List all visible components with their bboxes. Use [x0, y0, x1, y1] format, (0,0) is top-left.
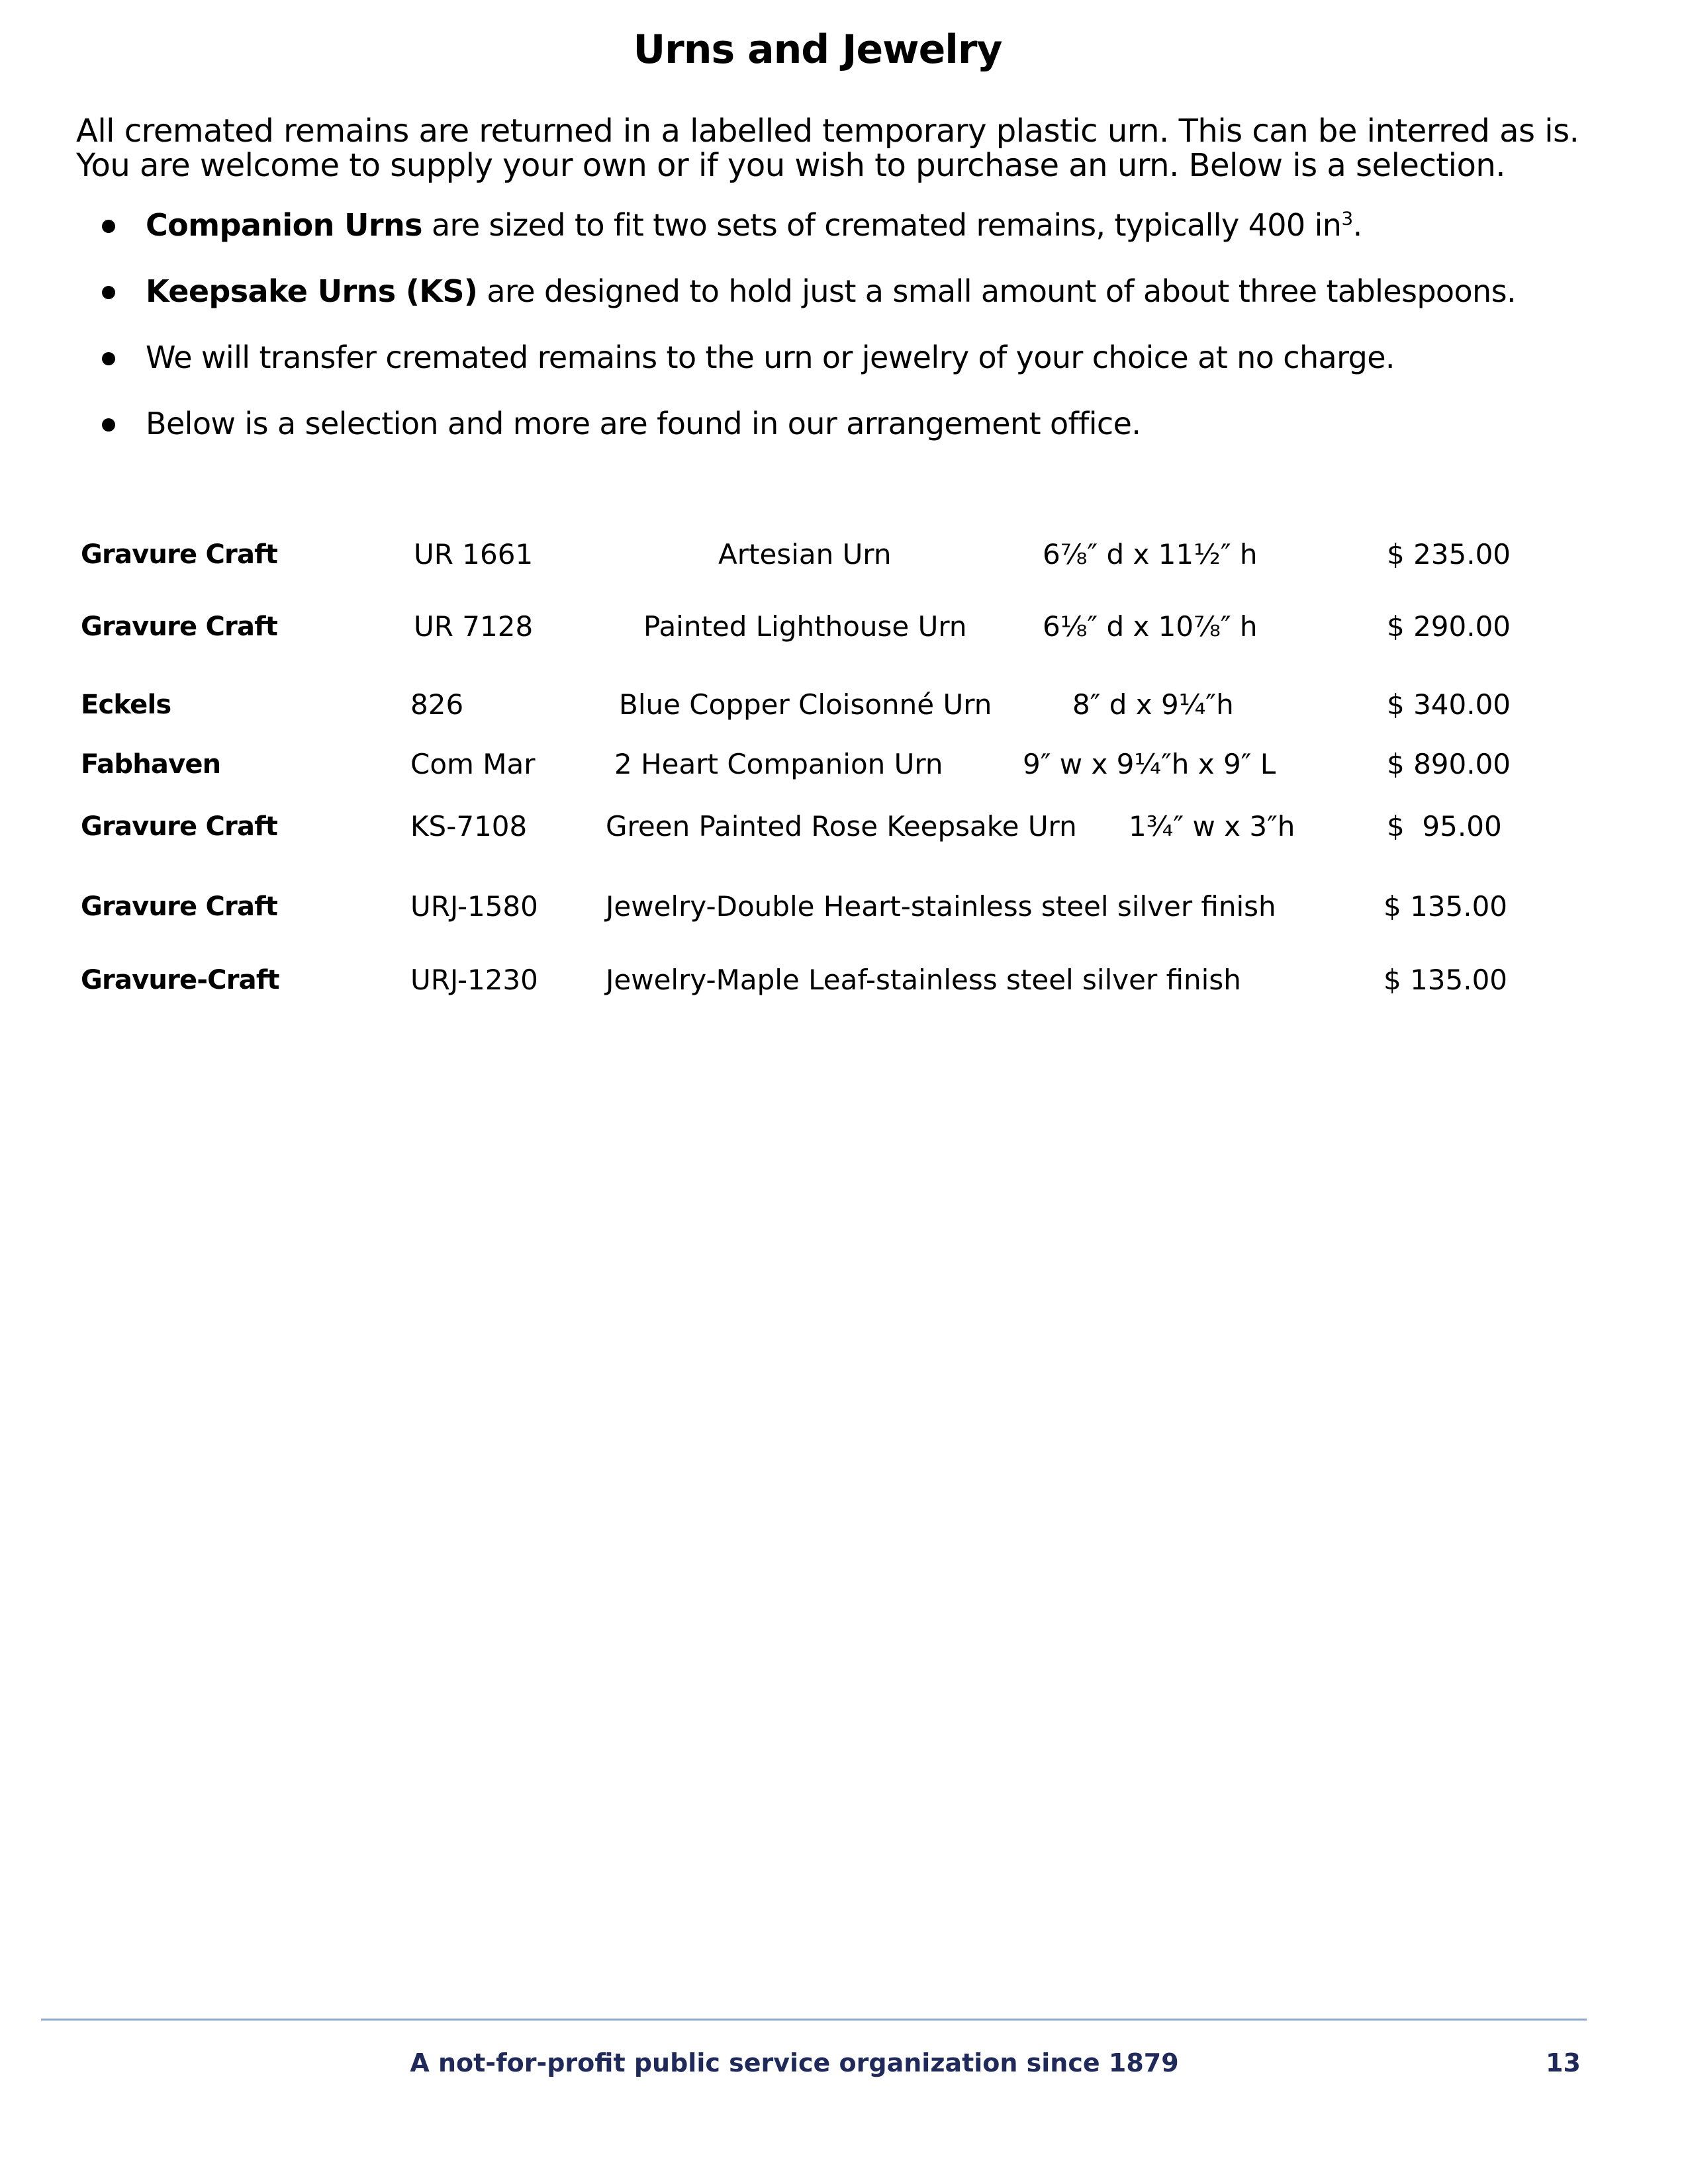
product-size: 9″ w x 9¼″h x 9″ L: [1023, 748, 1276, 780]
product-vendor: Fabhaven: [81, 749, 221, 780]
bullet-text: We will transfer cremated remains to the urn or jewelry of your choice at no charge.: [146, 340, 1395, 375]
product-size: 6⅞″ d x 11½″ h: [1043, 538, 1258, 570]
product-vendor: Eckels: [81, 690, 171, 720]
product-vendor: Gravure Craft: [81, 612, 278, 642]
bullet-bold-label: Keepsake Urns (KS): [146, 273, 478, 309]
product-price: $ 135.00: [1383, 964, 1508, 996]
bullet-bold-label: Companion Urns: [146, 207, 422, 243]
bullet-transfer: [93, 324, 1615, 390]
product-price: $ 135.00: [1383, 890, 1508, 923]
product-price: $ 290.00: [1387, 610, 1511, 643]
footer-tagline: A not-for-profit public service organization since 1879: [410, 2048, 1179, 2077]
bullet-superscript: 3: [1341, 207, 1353, 230]
info-bullet-list: [93, 192, 1615, 457]
product-row: [0, 803, 1688, 850]
product-price: $ 340.00: [1387, 688, 1511, 721]
product-description: Artesian Urn: [718, 538, 892, 570]
product-code: Com Mar: [410, 748, 536, 780]
product-code: UR 1661: [414, 538, 534, 570]
page-title: Urns and Jewelry: [633, 26, 1002, 73]
page-number: 13: [1546, 2048, 1581, 2077]
product-description: Painted Lighthouse Urn: [643, 610, 967, 643]
product-code: 826: [410, 688, 464, 721]
bullet-text-end: .: [1352, 207, 1362, 243]
product-size: 1¾″ w x 3″h: [1129, 810, 1295, 842]
bullet-text: Below is a selection and more are found in our arrangement office.: [146, 406, 1141, 441]
product-row: [0, 884, 1688, 930]
bullet-dot-icon: [102, 286, 115, 299]
product-code: URJ-1580: [410, 890, 538, 923]
product-code: KS-7108: [410, 810, 528, 842]
product-description: Jewelry-Maple Leaf-stainless steel silver finish: [606, 964, 1241, 996]
footer-divider: [41, 2019, 1587, 2021]
product-description: Blue Copper Cloisonné Urn: [619, 688, 992, 721]
bullet-companion-urns: [93, 192, 1615, 258]
product-size: 6⅛″ d x 10⅞″ h: [1043, 610, 1258, 643]
product-description: Green Painted Rose Keepsake Urn: [606, 810, 1077, 842]
product-vendor: Gravure Craft: [81, 811, 278, 842]
bullet-text: are sized to fit two sets of cremated remains, typically 400 in: [422, 207, 1342, 243]
product-description: Jewelry-Double Heart-stainless steel silver finish: [606, 890, 1276, 923]
product-vendor: Gravure Craft: [81, 539, 278, 570]
product-price: $ 235.00: [1387, 538, 1511, 570]
product-code: URJ-1230: [410, 964, 538, 996]
bullet-dot-icon: [102, 220, 115, 233]
product-size: 8″ d x 9¼″h: [1072, 688, 1234, 721]
product-price: $ 890.00: [1387, 748, 1511, 780]
product-row: [0, 531, 1688, 578]
product-row: [0, 957, 1688, 1003]
product-price: $ 95.00: [1387, 810, 1502, 842]
bullet-dot-icon: [102, 418, 115, 432]
intro-paragraph: All cremated remains are returned in a labelled temporary plastic urn. This can be interred as is. You are welcome to supply your own or if you wish to purchase an urn. Below is a selection.: [76, 113, 1579, 184]
product-row: [0, 741, 1688, 788]
product-description: 2 Heart Companion Urn: [614, 748, 943, 780]
bullet-selection: [93, 390, 1615, 457]
product-vendor: Gravure-Craft: [81, 965, 279, 995]
bullet-dot-icon: [102, 352, 115, 365]
bullet-keepsake-urns: [93, 258, 1615, 324]
product-row: [0, 682, 1688, 728]
bullet-text: are designed to hold just a small amount of about three tablespoons.: [477, 273, 1516, 309]
product-code: UR 7128: [414, 610, 534, 643]
product-row: [0, 604, 1688, 650]
product-vendor: Gravure Craft: [81, 891, 278, 922]
